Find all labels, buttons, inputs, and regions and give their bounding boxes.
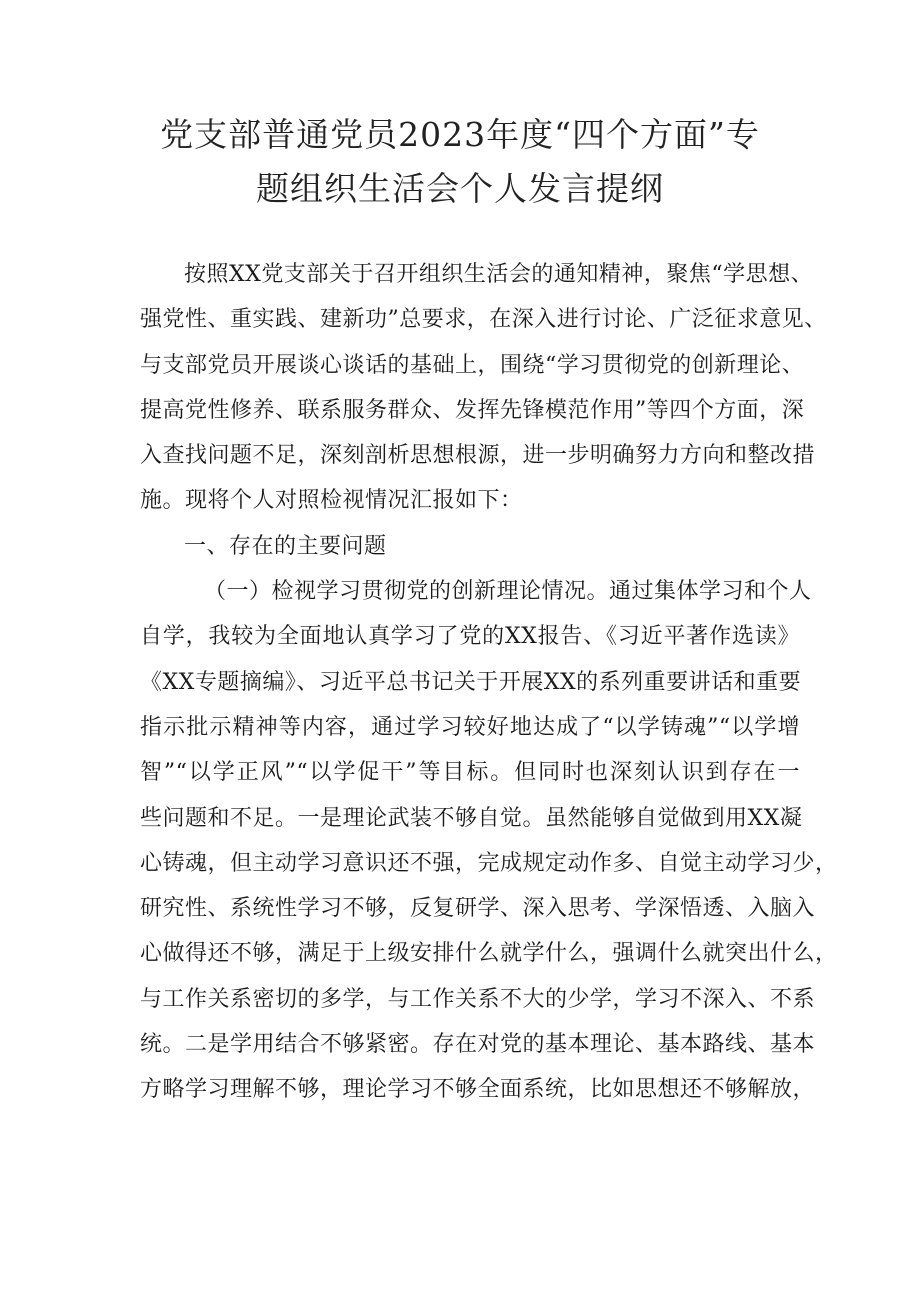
paragraph-line: 强党性、重实践、建新功”总要求，在深入进行讨论、广泛征求意见、 bbox=[140, 307, 827, 333]
paragraph-line: 研究性、系统性学习不够，反复研学、深入思考、学深悟透、入脑入 bbox=[140, 896, 816, 922]
paragraph-line: 与工作关系密切的多学，与工作关系不大的少学，学习不深入、不系 bbox=[140, 986, 816, 1012]
paragraph-line: 《XX专题摘编》、习近平总书记关于开展XX的系列重要讲话和重要 bbox=[140, 669, 802, 695]
paragraph-line: 心铸魂，但主动学习意识还不强，完成规定动作多、自觉主动学习少， bbox=[140, 850, 838, 876]
title-line-1: 党支部普通党员2023年度“四个方面”专 bbox=[160, 115, 760, 154]
document-body bbox=[140, 252, 838, 1113]
paragraph-line: 按照XX党支部关于召开组织生活会的通知精神，聚焦“学思想、 bbox=[184, 262, 814, 287]
paragraph-line: 统。二是学用结合不够紧密。存在对党的基本理论、基本路线、基本 bbox=[140, 1032, 816, 1058]
paragraph-line: 自学，我较为全面地认真学习了党的XX报告、《习近平著作选读》 bbox=[140, 624, 800, 650]
document-title bbox=[100, 108, 820, 216]
paragraph-line: 些问题和不足。一是理论武装不够自觉。虽然能够自觉做到用XX凝 bbox=[140, 805, 803, 831]
paragraph-line: 方略学习理解不够，理论学习不够全面系统，比如思想还不够解放， bbox=[140, 1077, 816, 1103]
paragraph-line: 入查找问题不足，深刻剖析思想根源，进一步明确努力方向和整改措 bbox=[140, 443, 816, 469]
paragraph-line: 心做得还不够，满足于上级安排什么就学什么，强调什么就突出什么， bbox=[140, 941, 838, 967]
title-line-2: 题组织生活会个人发言提纲 bbox=[256, 169, 664, 208]
paragraph-line: 指示批示精神等内容，通过学习较好地达成了“以学铸魂”“以学增 bbox=[140, 714, 800, 740]
paragraph-line: 提高党性修养、联系服务群众、发挥先锋模范作用”等四个方面，深 bbox=[140, 397, 805, 423]
section-heading: 一、存在的主要问题 bbox=[184, 533, 387, 559]
paragraph-line: 施。现将个人对照检视情况汇报如下： bbox=[140, 488, 523, 514]
paragraph-line: 智”“以学正风”“以学促干”等目标。但同时也深刻认识到存在一 bbox=[140, 760, 800, 786]
subsection-line: （一）检视学习贯彻党的创新理论情况。通过集体学习和个人 bbox=[204, 579, 812, 605]
paragraph-line: 与支部党员开展谈心谈话的基础上，围绕“学习贯彻党的创新理论、 bbox=[140, 352, 805, 378]
